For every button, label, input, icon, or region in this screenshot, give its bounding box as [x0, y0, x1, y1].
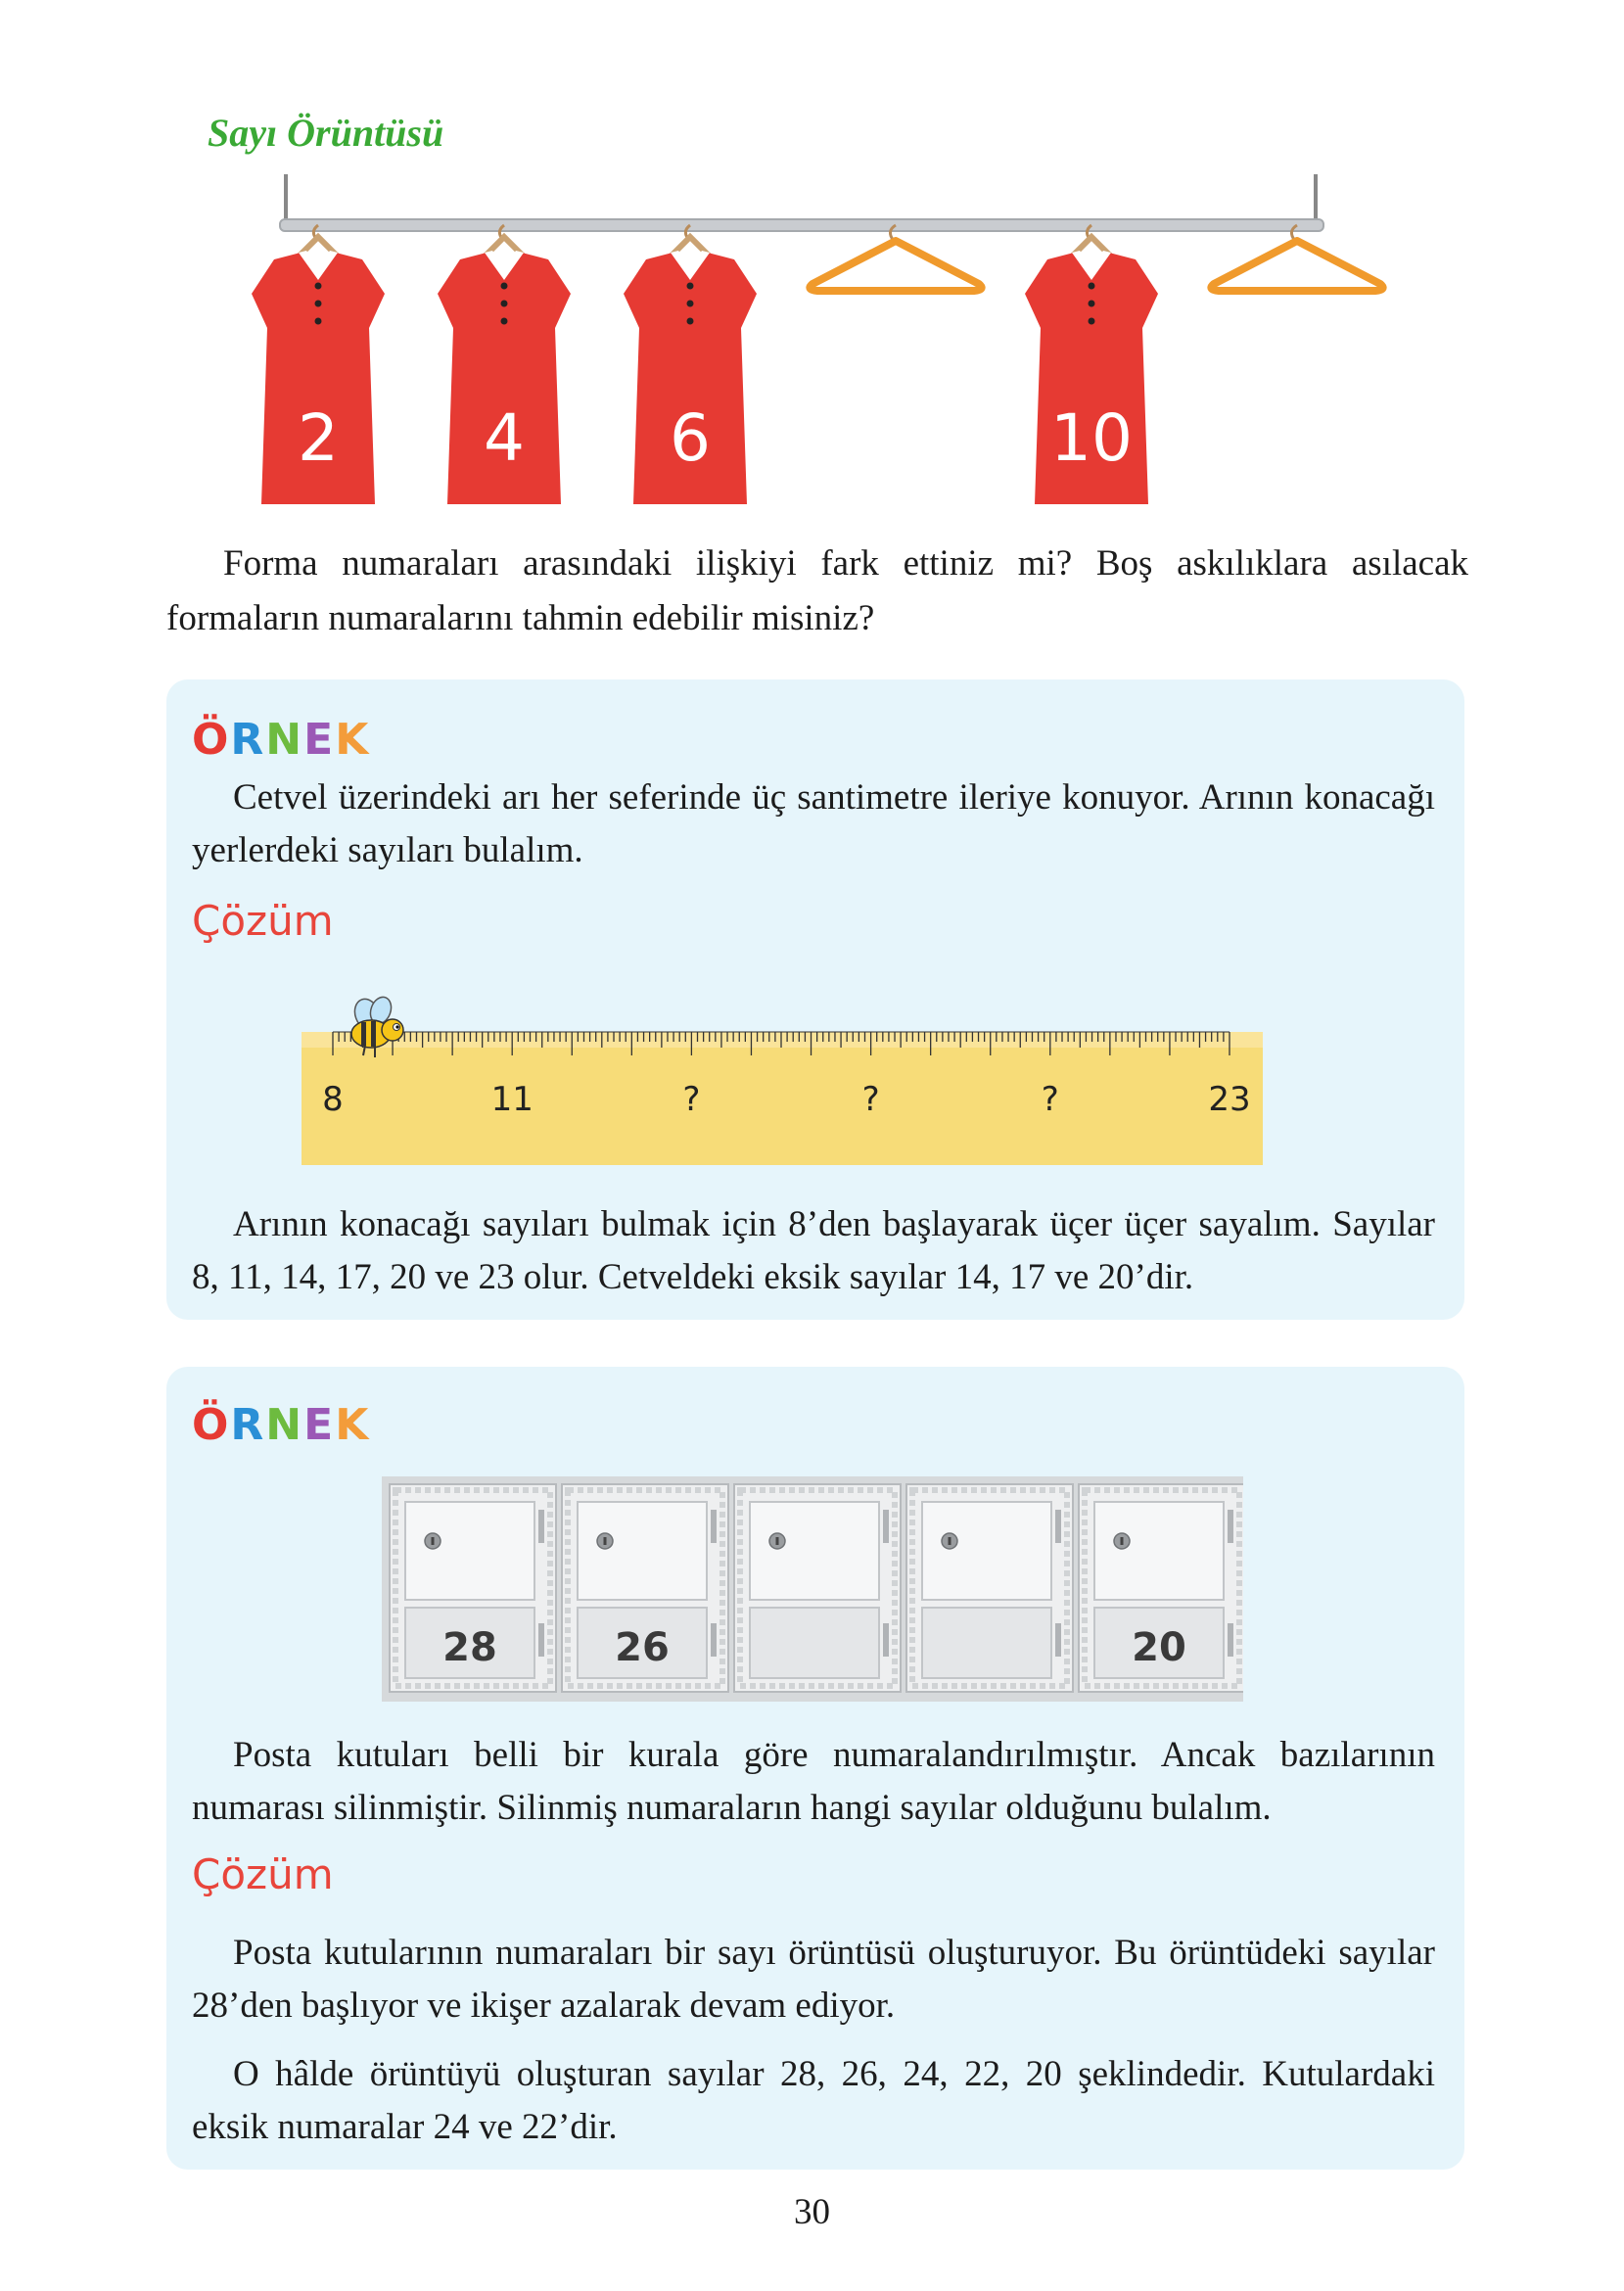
example-answer-2: O hâlde örüntüyü oluşturan sayılar 28, 26, 24, 22, 20 şeklindedir. Kutulardaki eksik numaralar 24 ve 22’dir.: [192, 2054, 1435, 2147]
jersey: [252, 225, 385, 504]
mailbox-locker: [562, 1484, 728, 1692]
rack-post-left: [284, 174, 288, 223]
locker-number: 20: [1132, 1625, 1186, 1670]
example-answer-1: Posta kutularının numaraları bir sayı örüntüsü oluşturuyor. Bu örüntüdeki sayılar 28’den başlıyor ve ikişer azalarak devam ediyor.: [192, 1933, 1435, 2026]
mailbox-locker: [1079, 1484, 1243, 1692]
example-question: Cetvel üzerindeki arı her seferinde üç santimetre ileriye konuyor. Arının konacağı yerlerdeki sayıları bulalım.: [192, 777, 1435, 870]
clothes-rack-illustration: [225, 166, 1400, 519]
rack-post-right: [1314, 174, 1318, 223]
jersey-number: 2: [298, 400, 339, 476]
example-heading: [192, 1400, 370, 1450]
intro-paragraph: Forma numaraları arasındaki ilişkiyi fark ettiniz mi? Boş askılıklara asılacak formaların numaralarını tahmin edebilir misiniz?: [166, 543, 1468, 638]
example-question: Posta kutuları belli bir kurala göre numaralandırılmıştır. Ancak bazılarının numarası silinmiştir. Silinmiş numaraların hangi sayılar olduğunu bulalım.: [192, 1735, 1435, 1828]
empty-hanger-icon: [810, 225, 981, 291]
heading-letter: R: [230, 715, 266, 765]
solution-label: Çözüm: [192, 897, 334, 945]
jersey-number: 6: [670, 400, 711, 476]
ruler-label: ?: [1041, 1080, 1059, 1119]
ruler-label: 11: [490, 1080, 534, 1119]
mailbox-locker: [906, 1484, 1073, 1692]
jersey: [624, 225, 757, 504]
ruler-label: ?: [861, 1080, 880, 1119]
jersey-number: 4: [484, 400, 525, 476]
mailbox-locker: [734, 1484, 901, 1692]
empty-hanger-icon: [1211, 225, 1382, 291]
jersey: [438, 225, 571, 504]
solution-label: Çözüm: [192, 1850, 334, 1898]
heading-letter: Ö: [192, 1400, 231, 1450]
locker-number: 26: [615, 1625, 670, 1670]
mailbox-lockers-illustration: [382, 1476, 1243, 1702]
section-title: Sayı Örüntüsü: [208, 111, 444, 155]
example-answer: Arının konacağı sayıları bulmak için 8’den başlayarak üçer üçer sayalım. Sayılar 8, 11, 14, 17, 20 ve 23 olur. Cetveldeki eksik sayılar 14, 17 ve 20’dir.: [192, 1204, 1435, 1297]
ruler-label: 23: [1208, 1080, 1251, 1119]
mailbox-locker: [390, 1484, 556, 1692]
example-heading: [192, 715, 370, 765]
heading-letter: N: [265, 1400, 304, 1450]
ruler-illustration: [294, 973, 1273, 1169]
heading-letter: N: [265, 715, 304, 765]
heading-letter: Ö: [192, 715, 231, 765]
ruler-label: ?: [682, 1080, 701, 1119]
locker-number: 28: [442, 1625, 497, 1670]
example-panel-2: [166, 1367, 1464, 2170]
ruler-label: 8: [322, 1080, 344, 1119]
heading-letter: E: [303, 715, 336, 765]
example-panel-1: [166, 679, 1464, 1320]
heading-letter: K: [335, 715, 371, 765]
jersey-number: 10: [1050, 400, 1133, 476]
heading-letter: E: [303, 1400, 336, 1450]
page-number: 30: [794, 2192, 830, 2232]
ruler-body: [302, 1032, 1263, 1165]
heading-letter: K: [335, 1400, 371, 1450]
rack-rod: [280, 219, 1323, 231]
jersey: [1025, 225, 1158, 504]
heading-letter: R: [230, 1400, 266, 1450]
